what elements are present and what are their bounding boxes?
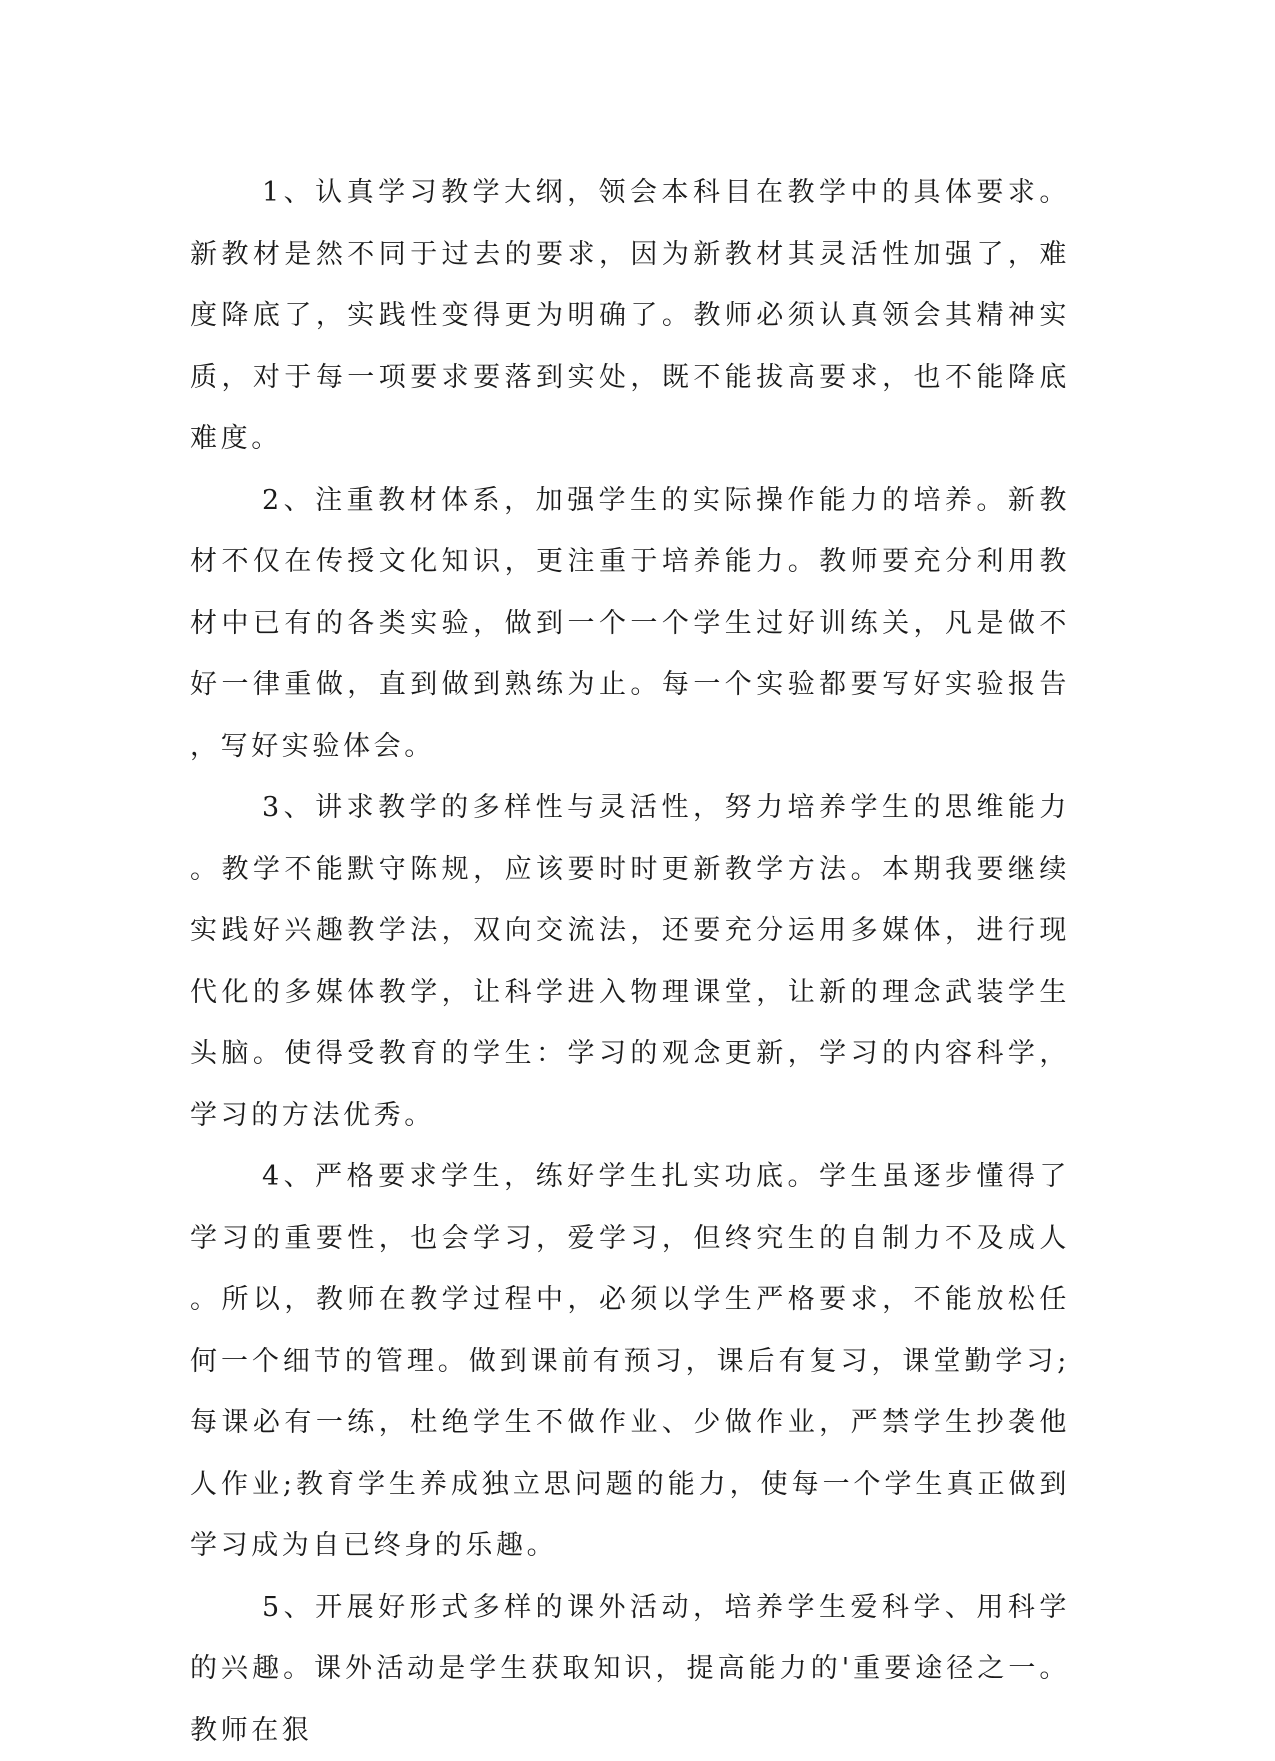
paragraph-2: 2、注重教材体系，加强学生的实际操作能力的培养。新教材不仅在传授文化知识，更注重于培养能力。教师要充分利用教材中已有的各类实验，做到一个一个学生过好训练关，凡是做不好一律重做，直到做到熟练为止。每一个实验都要写好实验报告，写好实验体会。: [190, 470, 1070, 778]
paragraph-5: 5、开展好形式多样的课外活动，培养学生爱科学、用科学的兴趣。课外活动是学生获取知识，提高能力的'重要途径之一。教师在狠: [190, 1577, 1070, 1761]
paragraph-3: 3、讲求教学的多样性与灵活性，努力培养学生的思维能力。教学不能默守陈规，应该要时时更新教学方法。本期我要继续实践好兴趣教学法，双向交流法，还要充分运用多媒体，进行现代化的多媒体教学，让科学进入物理课堂，让新的理念武装学生头脑。使得受教育的学生：学习的观念更新，学习的内容科学，学习的方法优秀。: [190, 777, 1070, 1146]
paragraph-4: 4、严格要求学生，练好学生扎实功底。学生虽逐步懂得了学习的重要性，也会学习，爱学习，但终究生的自制力不及成人。所以，教师在教学过程中，必须以学生严格要求，不能放松任何一个细节的管理。做到课前有预习，课后有复习，课堂勤学习;每课必有一练，杜绝学生不做作业、少做作业，严禁学生抄袭他人作业;教育学生养成独立思问题的能力，使每一个学生真正做到学习成为自已终身的乐趣。: [190, 1146, 1070, 1577]
paragraph-1: 1、认真学习教学大纲，领会本科目在教学中的具体要求。新教材是然不同于过去的要求，因为新教材其灵活性加强了，难度降底了，实践性变得更为明确了。教师必须认真领会其精神实质，对于每一项要求要落到实处，既不能拔高要求，也不能降底难度。: [190, 162, 1070, 470]
document-body: [190, 162, 1070, 1761]
